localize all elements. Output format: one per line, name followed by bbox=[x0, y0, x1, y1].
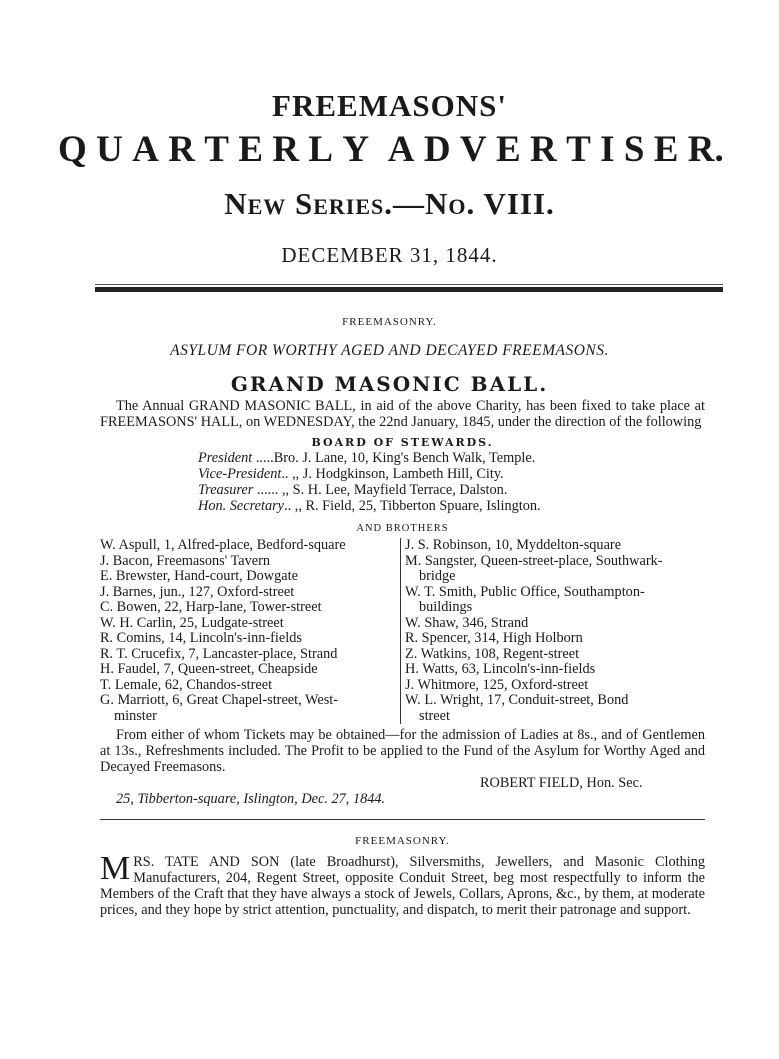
leader-dots: .. ,, bbox=[284, 498, 302, 514]
brother-entry: J. Bacon, Freemasons' Tavern bbox=[100, 552, 271, 569]
officer-row bbox=[198, 450, 705, 466]
brother-entry: W. H. Carlin, 25, Ludgate-street bbox=[100, 614, 284, 631]
subtitle-letter: D bbox=[423, 129, 451, 170]
series-number: New Series.—No. VIII. bbox=[224, 186, 555, 221]
subtitle-letter: Y bbox=[342, 129, 370, 170]
officer-role: Treasurer bbox=[198, 482, 254, 498]
event-title: GRAND MASONIC BALL. bbox=[230, 372, 549, 396]
brother-entry: W. T. Smith, Public Office, Southampton- bbox=[405, 583, 645, 600]
brother-entry: bridge bbox=[419, 568, 456, 584]
section-heading: FREEMASONRY. bbox=[355, 835, 450, 847]
section-heading: FREEMASONRY. bbox=[342, 316, 437, 328]
divider bbox=[100, 819, 705, 820]
intro-paragraph: The Annual GRAND MASONIC BALL, in aid of the above Charity, has been fixed to take place at FREEMASONS' HALL, on WEDNESDAY, the 22nd January, 1845, under the direction of the following bbox=[100, 398, 705, 430]
brother-entry: R. T. Crucefix, 7, Lancaster-place, Strand bbox=[100, 645, 338, 662]
officer-entry: S. H. Lee, Mayfield Terrace, Dalston. bbox=[289, 482, 508, 498]
brother-entry: R. Comins, 14, Lincoln's-inn-fields bbox=[100, 630, 302, 646]
brother-entry: Z. Watkins, 108, Regent-street bbox=[405, 645, 580, 662]
publication-title: FREEMASONS' bbox=[272, 88, 507, 123]
brother-entry: minster bbox=[114, 707, 157, 724]
signature-address: 25, Tibberton-square, Islington, Dec. 27, 1844. bbox=[116, 791, 386, 807]
officer-entry: J. Hodgkinson, Lambeth Hill, City. bbox=[299, 466, 504, 482]
subtitle-letter: R bbox=[530, 129, 557, 170]
body-flow bbox=[100, 398, 705, 918]
subtitle-letter: A bbox=[387, 129, 415, 170]
brother-entry: J. Whitmore, 125, Oxford-street bbox=[405, 676, 589, 693]
thick-divider bbox=[95, 287, 723, 292]
officer-row bbox=[198, 482, 705, 498]
subtitle-letter: A bbox=[132, 129, 159, 170]
subtitle-letter: E bbox=[495, 129, 521, 170]
officer-entry: R. Field, 25, Tibberton Spuare, Islington. bbox=[301, 498, 541, 514]
board-heading: BOARD OF STEWARDS. bbox=[311, 436, 494, 449]
tickets-paragraph: From either of whom Tickets may be obtained—for the admission of Ladies at 8s., and of Gentlemen at 13s., Refreshments included. The Profit to be applied to the Fund of the Asylum for Worthy Aged and Decayed Freemasons. bbox=[100, 727, 705, 775]
brother-entry: E. Brewster, Hand-court, Dowgate bbox=[100, 568, 298, 584]
issue-date: DECEMBER 31, 1844. bbox=[281, 243, 498, 267]
brothers-columns bbox=[100, 538, 705, 724]
brother-entry: J. Barnes, jun., 127, Oxford-street bbox=[100, 583, 295, 600]
brother-entry: W. L. Wright, 17, Conduit-street, Bond bbox=[405, 692, 629, 708]
brother-entry: W. Aspull, 1, Alfred-place, Bedford-square bbox=[100, 537, 346, 553]
brother-entry: H. Faudel, 7, Queen-street, Cheapside bbox=[100, 661, 318, 677]
officer-role: Hon. Secretary bbox=[198, 498, 285, 514]
brother-entry: R. Spencer, 314, High Holborn bbox=[405, 630, 583, 646]
subtitle-letter: I bbox=[600, 129, 615, 170]
signature: ROBERT FIELD, Hon. Sec. bbox=[480, 775, 643, 791]
officer-row bbox=[198, 498, 705, 514]
brother-entry: street bbox=[419, 707, 450, 724]
advertisement-paragraph bbox=[100, 850, 705, 918]
subtitle-letter: V bbox=[459, 129, 487, 170]
brother-entry: buildings bbox=[419, 599, 473, 615]
leader-dots: ...... ,, bbox=[253, 482, 290, 498]
brother-entry: C. Bowen, 22, Harp-lane, Tower-street bbox=[100, 599, 322, 615]
brothers-left-column bbox=[100, 538, 401, 724]
brothers-heading: AND BROTHERS bbox=[356, 523, 449, 534]
charity-title: ASYLUM FOR WORTHY AGED AND DECAYED FREEMASONS. bbox=[170, 342, 609, 359]
subtitle-letter: S bbox=[623, 129, 645, 170]
subtitle-letter: U bbox=[96, 129, 123, 170]
subtitle-letter: R. bbox=[687, 129, 724, 170]
officers-list bbox=[198, 450, 705, 514]
subtitle-letter: T bbox=[204, 129, 229, 170]
subtitle-letter: R bbox=[168, 129, 195, 170]
brother-entry: G. Marriott, 6, Great Chapel-street, West- bbox=[100, 692, 338, 708]
drop-cap: M bbox=[100, 850, 131, 887]
brother-entry: M. Sangster, Queen-street-place, Southwark- bbox=[405, 552, 663, 569]
officer-row bbox=[198, 466, 705, 482]
advertisement-text: RS. TATE AND SON (late Broadhurst), Silversmiths, Jewellers, and Masonic Clothing Manufacturers, 204, Regent Street, opposite Conduit Street, beg most respectfully to inform the Members of the Craft that they have always a stock of Jewels, Collars, Aprons, &c., by them, at moderate prices, and they hope by strict attention, punctuality, and dispatch, to merit their patronage and support. bbox=[100, 854, 705, 918]
subtitle-letter: E bbox=[238, 129, 263, 170]
leader-dots: ..... bbox=[252, 450, 274, 466]
officer-entry: Bro. J. Lane, 10, King's Bench Walk, Temple. bbox=[273, 450, 536, 466]
brother-entry: H. Watts, 63, Lincoln's-inn-fields bbox=[405, 661, 596, 677]
subtitle-letter: R bbox=[272, 129, 300, 170]
publication-subtitle bbox=[58, 128, 724, 171]
subtitle-letter: E bbox=[653, 129, 679, 170]
brother-entry: W. Shaw, 346, Strand bbox=[405, 614, 529, 631]
subtitle-letter: Q bbox=[58, 129, 87, 170]
officer-role: Vice-President bbox=[198, 466, 282, 482]
brother-entry: J. S. Robinson, 10, Myddelton-square bbox=[405, 537, 622, 553]
subtitle-letter: L bbox=[308, 129, 334, 170]
subtitle-letter: T bbox=[566, 129, 591, 170]
brother-entry: T. Lemale, 62, Chandos-street bbox=[100, 676, 273, 693]
brothers-right-column bbox=[401, 538, 705, 724]
officer-role: President bbox=[198, 450, 253, 466]
leader-dots: .. ,, bbox=[281, 466, 300, 482]
divider bbox=[95, 284, 723, 285]
